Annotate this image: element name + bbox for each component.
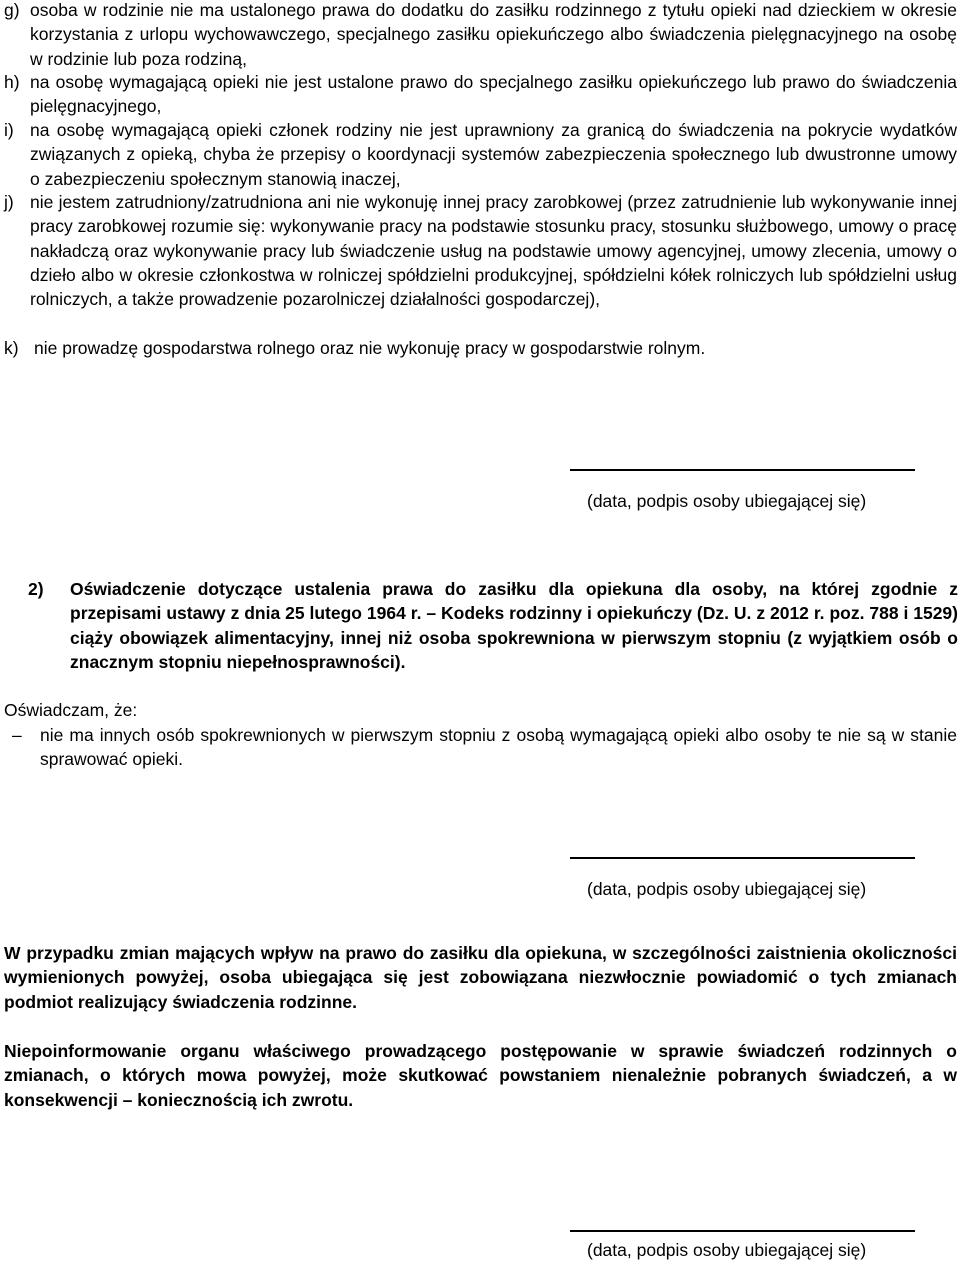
signature-block-1: [570, 469, 915, 511]
section-title: Oświadczenie dotyczące ustalenia prawa do zasiłku dla opiekuna dla osoby, na której zgodnie z przepisami ustawy z dnia 25 lutego 1964 r. – Kodeks rodzinny i opiekuńczy (Dz. U. z 2012 r. poz. 788 i 1529) ciąży obowiązek alimentacyjny, innej niż osoba spokrewniona w pierwszym stopniu (z wyjątkiem osób o znacznym stopniu niepełnosprawności).: [70, 579, 958, 672]
declaration-item: [4, 723, 957, 772]
list-item-label: i): [4, 120, 14, 140]
list-item-g: [4, 0, 957, 71]
signature-caption: (data, podpis osoby ubiegającej się): [587, 1240, 867, 1260]
list-item-text: osoba w rodzinie nie ma ustalonego prawa do dodatku do zasiłku rodzinnego z tytułu opieki nad dzieckiem w okresie korzystania z urlopu wychowawczego, specjalnego zasiłku opiekuńczego albo świadczenia pielęgnacyjnego na osobę w rodzinie lub poza rodziną,: [30, 0, 957, 69]
section-number: 2): [28, 579, 44, 599]
list-item-label: g): [4, 0, 20, 20]
list-item-k: [4, 336, 957, 360]
signature-line: [570, 469, 915, 471]
signature-caption: (data, podpis osoby ubiegającej się): [587, 491, 867, 511]
notice-consequences: Niepoinformowanie organu właściwego prowadzącego postępowanie w sprawie świadczeń rodzinnych o zmianach, o których mowa powyżej, może skutkować powstaniem nienależnie pobranych świadczeń, a w konsekwencji – koniecznością ich zwrotu.: [4, 1041, 957, 1110]
signature-block-2: [570, 857, 915, 899]
list-item-label: k): [4, 338, 19, 358]
list-item-h: [4, 70, 957, 119]
section-2-heading: [28, 577, 958, 674]
list-item-text: na osobę wymagającą opieki nie jest ustalone prawo do specjalnego zasiłku opiekuńczego lub prawo do świadczenia pielęgnacyjnego,: [30, 72, 957, 117]
list-item-i: [4, 118, 957, 191]
signature-line: [570, 1230, 915, 1232]
signature-line: [570, 857, 915, 859]
dash-bullet: –: [12, 725, 22, 745]
declaration-text: nie ma innych osób spokrewnionych w pierwszym stopniu z osobą wymagającą opieki albo osoby te nie są w stanie sprawować opieki.: [40, 725, 957, 770]
list-item-text: na osobę wymagającą opieki członek rodziny nie jest uprawniony za granicą do świadczenia na pokrycie wydatków związanych z opieką, chyba że przepisy o koordynacji systemów zabezpieczenia społecznego lub dwustronne umowy o zabezpieczeniu społecznym stanowią inaczej,: [30, 120, 957, 189]
list-item-j: [4, 190, 957, 311]
list-item-label: h): [4, 72, 20, 92]
declaration-intro: Oświadczam, że:: [4, 700, 138, 720]
list-item-label: j): [4, 192, 14, 212]
signature-block-3: [570, 1230, 915, 1260]
notice-changes: W przypadku zmian mających wpływ na prawo do zasiłku dla opiekuna, w szczególności zaistnienia okoliczności wymienionych powyżej, osoba ubiegająca się jest zobowiązana niezwłocznie powiadomić o tych zmianach podmiot realizujący świadczenia rodzinne.: [4, 943, 957, 1012]
list-item-text: nie jestem zatrudniony/zatrudniona ani nie wykonuję innej pracy zarobkowej (przez zatrudnienie lub wykonywanie innej pracy zarobkowej rozumie się: wykonywanie pracy na podstawie stosunku pracy, stosunku służbowego, umowy o pracę nakładczą oraz wykonywanie pracy lub świadczenie usług na podstawie umowy agencyjnej, umowy zlecenia, umowy o dzieło albo w okresie członkostwa w rolniczej spółdzielni produkcyjnej, spółdzielni kółek rolniczych lub spółdzielni usług rolniczych, a także prowadzenie pozarolniczej działalności gospodarczej),: [30, 192, 957, 310]
signature-caption: (data, podpis osoby ubiegającej się): [587, 879, 867, 899]
list-item-text: nie prowadzę gospodarstwa rolnego oraz nie wykonuję pracy w gospodarstwie rolnym.: [34, 338, 706, 358]
